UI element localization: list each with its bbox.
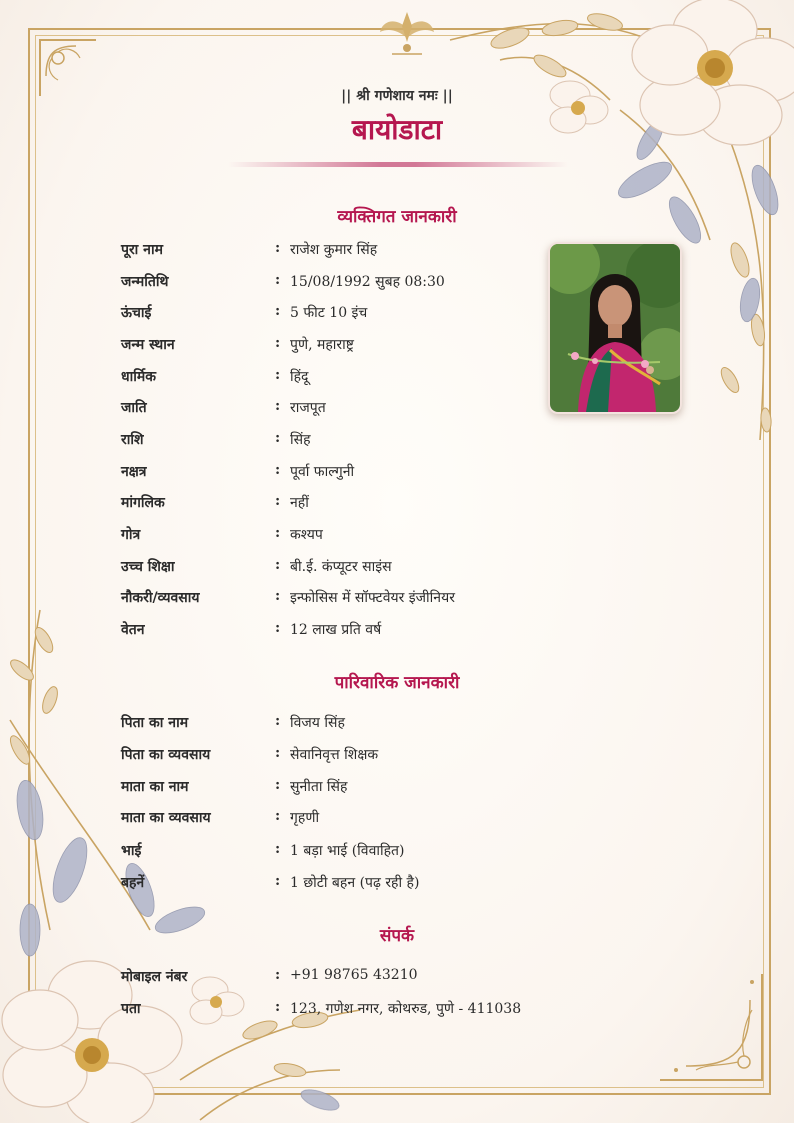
row-label: बहनें bbox=[121, 875, 145, 891]
row-value: 1 छोटी बहन (पढ़ रही है) bbox=[290, 875, 420, 891]
info-row-religion bbox=[121, 367, 561, 393]
row-value: पुणे, महाराष्ट्र bbox=[290, 337, 354, 353]
row-separator: : bbox=[275, 967, 281, 983]
info-row-father-name bbox=[121, 713, 561, 739]
corner-ornament-bottom-right bbox=[656, 970, 766, 1085]
row-label: वेतन bbox=[121, 622, 145, 638]
row-label: नौकरी/व्यवसाय bbox=[121, 590, 200, 606]
info-row-birth-date bbox=[121, 272, 561, 298]
row-value: गृहणी bbox=[290, 810, 320, 826]
row-value: राजेश कुमार सिंह bbox=[290, 242, 378, 258]
info-row-father-occupation bbox=[121, 745, 561, 771]
info-row-mobile bbox=[121, 967, 561, 993]
row-separator: : bbox=[275, 999, 281, 1015]
row-separator: : bbox=[275, 808, 281, 824]
row-label: भाई bbox=[121, 843, 142, 859]
row-label: पिता का नाम bbox=[121, 715, 189, 731]
row-label: नक्षत्र bbox=[121, 464, 147, 480]
row-separator: : bbox=[275, 873, 281, 889]
section-heading-contact: संपर्क bbox=[379, 926, 415, 946]
info-row-height bbox=[121, 303, 561, 329]
info-row-brothers bbox=[121, 841, 561, 867]
row-label: जन्म स्थान bbox=[121, 337, 175, 353]
row-separator: : bbox=[275, 493, 281, 509]
info-row-mother-occupation bbox=[121, 808, 561, 834]
row-separator: : bbox=[275, 398, 281, 414]
row-label: राशि bbox=[121, 432, 144, 448]
row-value: सुनीता सिंह bbox=[290, 779, 348, 795]
portrait-illustration bbox=[550, 244, 680, 412]
section-heading-family: पारिवारिक जानकारी bbox=[334, 673, 460, 693]
title-underline bbox=[228, 162, 568, 167]
row-separator: : bbox=[275, 841, 281, 857]
info-row-mother-name bbox=[121, 777, 561, 803]
page-title: बायोडाटा bbox=[351, 113, 443, 146]
info-row-rashi bbox=[121, 430, 561, 456]
row-separator: : bbox=[275, 335, 281, 351]
row-value: इन्फोसिस में सॉफ्टवेयर इंजीनियर bbox=[290, 590, 455, 606]
top-center-ornament bbox=[372, 8, 442, 60]
row-label: ऊंचाई bbox=[121, 305, 152, 321]
row-separator: : bbox=[275, 430, 281, 446]
row-value: पूर्वा फाल्गुनी bbox=[290, 464, 355, 480]
row-label: माता का नाम bbox=[121, 779, 189, 795]
info-row-address bbox=[121, 999, 561, 1025]
row-value: 12 लाख प्रति वर्ष bbox=[290, 622, 382, 638]
row-separator: : bbox=[275, 777, 281, 793]
row-value: 5 फीट 10 इंच bbox=[290, 305, 368, 321]
row-label: जाति bbox=[121, 400, 147, 416]
row-separator: : bbox=[275, 557, 281, 573]
row-separator: : bbox=[275, 525, 281, 541]
row-label: जन्मतिथि bbox=[121, 274, 169, 290]
row-label: पूरा नाम bbox=[121, 242, 163, 258]
row-label: गोत्र bbox=[121, 527, 141, 543]
row-value: कश्यप bbox=[290, 527, 323, 543]
info-row-manglik bbox=[121, 493, 561, 519]
row-value: राजपूत bbox=[290, 400, 326, 416]
info-row-caste bbox=[121, 398, 561, 424]
info-row-nakshatra bbox=[121, 462, 561, 488]
info-row-occupation bbox=[121, 588, 561, 614]
row-value: बी.ई. कंप्यूटर साइंस bbox=[290, 559, 392, 575]
row-value: सिंह bbox=[290, 432, 311, 448]
profile-photo bbox=[548, 242, 682, 414]
row-label: धार्मिक bbox=[121, 369, 156, 385]
info-row-gotra bbox=[121, 525, 561, 551]
row-separator: : bbox=[275, 620, 281, 636]
row-value: विजय सिंह bbox=[290, 715, 345, 731]
info-row-full-name bbox=[121, 240, 561, 266]
row-value: सेवानिवृत्त शिक्षक bbox=[290, 747, 379, 763]
section-heading-personal: व्यक्तिगत जानकारी bbox=[337, 207, 457, 227]
row-separator: : bbox=[275, 367, 281, 383]
row-label: माता का व्यवसाय bbox=[121, 810, 211, 826]
row-label: उच्च शिक्षा bbox=[121, 559, 175, 575]
row-value: 15/08/1992 सुबह 08:30 bbox=[290, 274, 445, 290]
info-row-birth-place bbox=[121, 335, 561, 361]
row-label: मोबाइल नंबर bbox=[121, 969, 188, 985]
row-value: 123, गणेश नगर, कोथरुड, पुणे - 411038 bbox=[290, 1001, 522, 1017]
info-row-education bbox=[121, 557, 561, 583]
row-separator: : bbox=[275, 462, 281, 478]
row-separator: : bbox=[275, 745, 281, 761]
row-separator: : bbox=[275, 713, 281, 729]
info-row-salary bbox=[121, 620, 561, 646]
row-label: पता bbox=[121, 1001, 141, 1017]
row-label: पिता का व्यवसाय bbox=[121, 747, 211, 763]
row-value: नहीं bbox=[290, 495, 309, 511]
info-row-sisters bbox=[121, 873, 561, 899]
row-separator: : bbox=[275, 303, 281, 319]
row-separator: : bbox=[275, 588, 281, 604]
row-value: +91 98765 43210 bbox=[290, 967, 418, 983]
row-value: हिंदू bbox=[290, 369, 309, 385]
invocation-text: || श्री गणेशाय नमः || bbox=[341, 88, 453, 104]
row-separator: : bbox=[275, 240, 281, 256]
row-separator: : bbox=[275, 272, 281, 288]
row-value: 1 बड़ा भाई (विवाहित) bbox=[290, 843, 405, 859]
row-label: मांगलिक bbox=[121, 495, 165, 511]
